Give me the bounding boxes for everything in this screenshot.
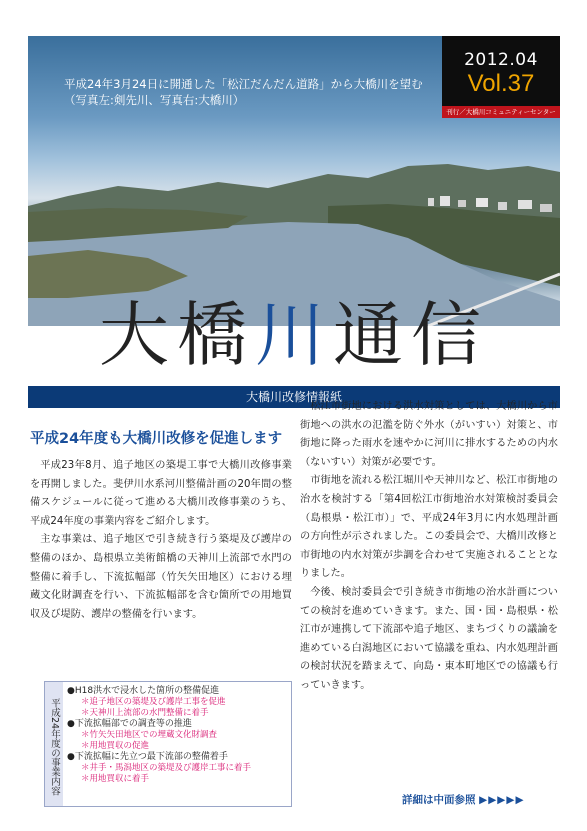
summary-label: 平成24年度の事業内容 — [45, 682, 63, 806]
bullet-icon: ● — [67, 719, 75, 729]
summary-subitem: ＊天神川上流部の水門整備に着手 — [81, 707, 209, 718]
arrow-right-icon: ▶▶▶▶▶ — [479, 794, 525, 806]
article-paragraph: 主な事業は、追子地区で引き続き行う築堤及び護岸の整備のほか、島根県立美術館橋の天神川上流部で水門の整備に着手し、下流拡幅部（竹矢矢田地区）における埋蔵文化財調査を行い、下流拡幅部を含む箇所での用地買収及び堤防、護岸の整備を行います。 — [30, 534, 292, 620]
building — [476, 198, 488, 207]
masthead-char-1: 大 — [99, 294, 177, 376]
summary-item — [67, 719, 289, 730]
article-paragraph: 松江市街地における洪水対策としては、大橋川から市街地への洪水の氾濫を防ぐ外水（がいすい）対策と、市街地に降った雨水を速やかに河川に排水するための内水（ないすい）対策が必要です。 — [300, 401, 558, 468]
detail-text: 詳細は中面参照 — [402, 794, 476, 806]
masthead-char-4: 通 — [333, 294, 411, 376]
article-paragraph: 今後、検討委員会で引き続き市街地の治水計画についての検討を進めていきます。また、国・国・島根県・松江市が連携して下流部や追子地区、まちづくりの議論を進めている白潟地区において協議を重ね、内水処理計画の検討状況を踏まえて、向島・東本町地区での協議も行っていきます。 — [300, 586, 558, 691]
publisher-label: 刊行／大橋川コミュニティーセンター — [442, 106, 560, 118]
hero-caption — [64, 76, 423, 108]
issue-volume: Vol.37 — [467, 70, 535, 97]
masthead-char-2: 橋 — [177, 294, 255, 376]
bullet-icon: ● — [67, 686, 75, 696]
building — [540, 204, 552, 212]
summary-subitem: ＊追子地区の築堤及び護岸工事を促進 — [81, 697, 226, 707]
masthead-char-5: 信 — [411, 294, 489, 376]
summary-item — [67, 686, 289, 697]
summary-subitem: ＊井手・馬潟地区の築堤及び護岸工事に着手 — [81, 763, 252, 773]
article-right-column — [300, 398, 558, 696]
summary-item-title: 下流拡幅部での調査等の推進 — [74, 719, 192, 729]
building — [518, 200, 532, 209]
building — [428, 198, 434, 206]
building — [458, 200, 466, 207]
summary-subitem: ＊竹矢矢田地区での埋蔵文化財調査 — [81, 730, 218, 740]
hero-caption-line1: 平成24年3月24日に開通した「松江だんだん道路」から大橋川を望む — [64, 77, 423, 91]
building — [498, 202, 507, 210]
issue-date: 2012.04 — [464, 50, 538, 70]
summary-item — [67, 752, 289, 763]
article-headline: 平成24年度も大橋川改修を促進します — [30, 431, 283, 447]
article-paragraph: 市街地を流れる松江堀川や天神川など、松江市街地の治水を検討する「第4回松江市街地治水対策検討委員会（島根県・松江市）」で、平成24年3月に内水処理計画の方向性が示されました。この委員会で、大橋川改修と市街地の内水対策が歩調を合わせて実施されることとなりました。 — [300, 475, 558, 580]
masthead-title — [28, 290, 560, 380]
summary-subitem: ＊用地買収に着手 — [81, 773, 150, 784]
summary-subitem: ＊用地買収の促進 — [81, 740, 150, 751]
masthead-char-3: 川 — [255, 294, 333, 376]
summary-body — [67, 685, 289, 784]
article-paragraph: 平成23年8月、追子地区の築堤工事で大橋川改修事業を再開しました。斐伊川水系河川整備計画の20年間の整備スケジュールに従って進める大橋川改修事業のうち、平成24年度の事業内容をご紹介します。 — [30, 460, 292, 527]
project-summary-box — [44, 681, 292, 807]
masthead-subtitle: 大橋川改修情報紙 — [245, 390, 342, 404]
article-left-column — [30, 457, 292, 624]
hero-caption-line2: （写真左:剣先川、写真右:大橋川） — [64, 93, 245, 107]
building — [440, 196, 450, 206]
summary-item-title: 下流拡幅に先立つ最下流部の整備着手 — [74, 752, 228, 762]
detail-reference-link[interactable] — [402, 792, 525, 807]
summary-item-title: H18洪水で浸水した箇所の整備促進 — [74, 686, 220, 696]
bullet-icon: ● — [67, 752, 75, 762]
